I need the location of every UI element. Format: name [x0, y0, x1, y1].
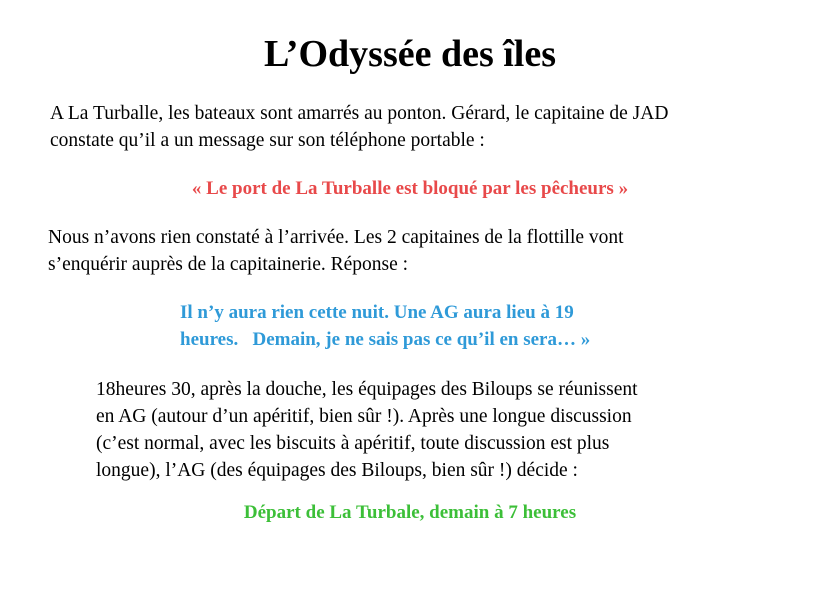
highlight-line: Il n’y aura rien cette nuit. Une AG aura lieu à 19: [180, 302, 574, 323]
paragraph-line: A La Turballe, les bateaux sont amarrés au ponton. Gérard, le capitaine de JAD: [50, 103, 669, 124]
paragraph-line: (c’est normal, avec les biscuits à apéritif, toute discussion est plus: [96, 433, 610, 454]
paragraph-line: s’enquérir auprès de la capitainerie. Réponse :: [48, 254, 409, 275]
paragraph-line: 18heures 30, après la douche, les équipages des Biloups se réunissent: [96, 379, 638, 400]
paragraph-arrival: [50, 100, 790, 154]
paragraph-line: constate qu’il a un message sur son téléphone portable :: [50, 130, 485, 151]
page-title: L’Odyssée des îles: [263, 33, 557, 75]
paragraph-line: en AG (autour d’un apéritif, bien sûr !). Après une longue discussion: [96, 406, 632, 427]
paragraph-inquiry: [48, 224, 788, 278]
highlight-departure: Départ de La Turbale, demain à 7 heures: [243, 502, 577, 523]
highlight-port-blocked: « Le port de La Turballe est bloqué par les pêcheurs »: [191, 178, 629, 199]
paragraph-line: Nous n’avons rien constaté à l’arrivée. Les 2 capitaines de la flottille vont: [48, 227, 624, 248]
paragraph-line: longue), l’AG (des équipages des Biloups, bien sûr !) décide :: [96, 460, 578, 481]
highlight-line: heures. Demain, je ne sais pas ce qu’il en sera… »: [180, 329, 591, 350]
highlight-response: [180, 299, 740, 353]
paragraph-meeting: [96, 376, 796, 484]
